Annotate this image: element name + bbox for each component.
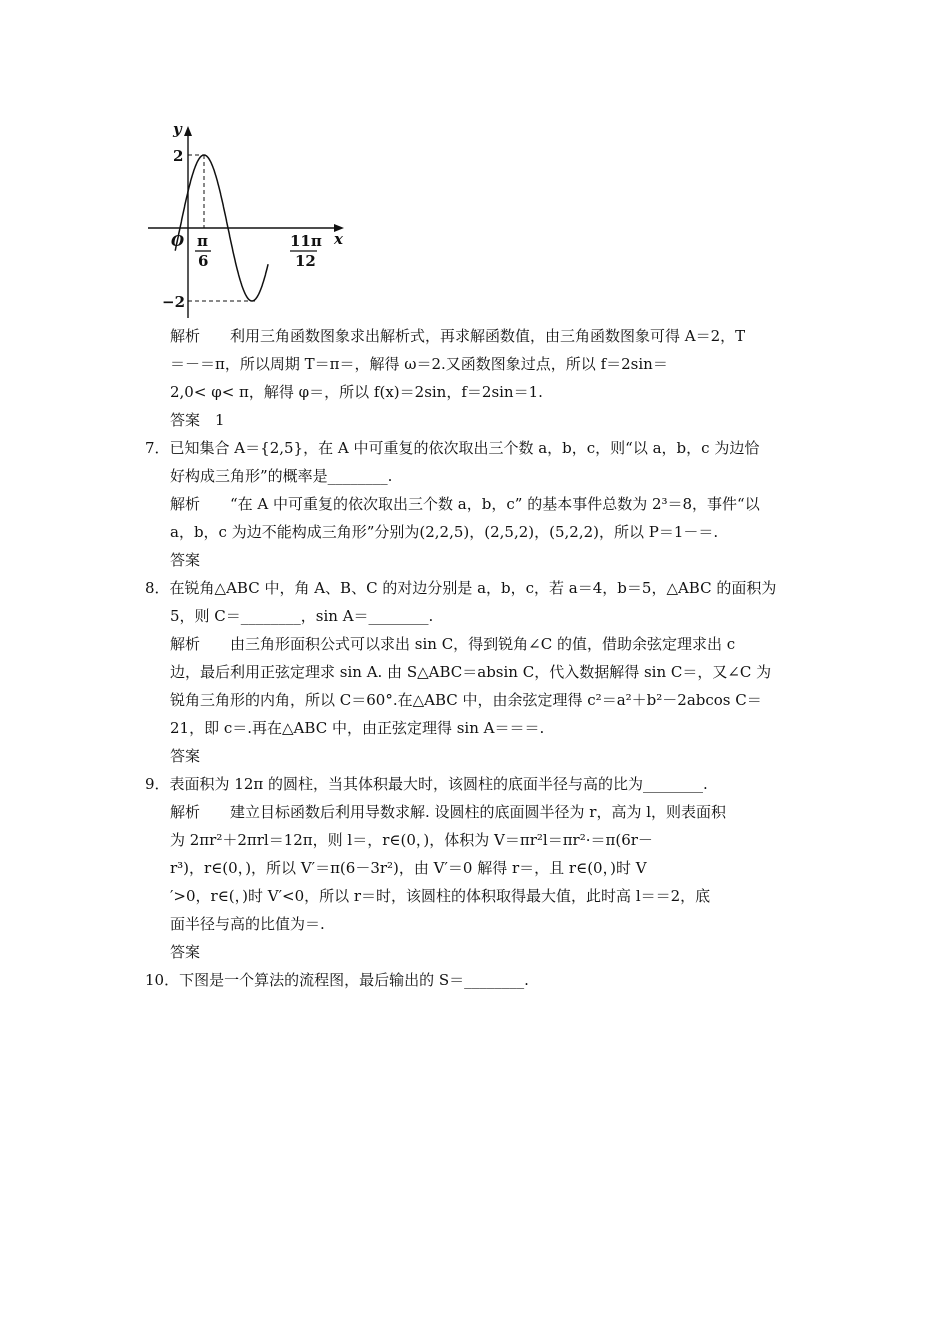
tick-11pi12-denominator: 12 — [295, 252, 316, 270]
question-10: 10．下图是一个算法的流程图，最后输出的 S＝________. — [145, 971, 529, 989]
answer-6: 答案 1 — [170, 411, 225, 429]
y-max-label: 2 — [173, 147, 184, 165]
question-8-line-1: 8．在锐角△ABC 中，角 A、B、C 的对边分别是 a，b，c，若 a＝4，b＝5，△ABC 的面积为 — [145, 579, 777, 597]
question-8-line-2: 5，则 C＝________，sin A＝________. — [170, 607, 434, 625]
solution-8-line-4: 21，即 c＝.再在△ABC 中，由正弦定理得 sin A＝＝＝. — [170, 719, 545, 737]
sine-graph — [140, 118, 360, 323]
solution-9-line-3: r³)，r∈(0，)，所以 V′＝π(6－3r²)，由 V′＝0 解得 r＝，且 r∈(0，)时 V — [170, 859, 647, 877]
solution-8-line-1: 解析 由三角形面积公式可以求出 sin C，得到锐角∠C 的值，借助余弦定理求出 c — [170, 635, 736, 653]
answer-7: 答案 — [170, 551, 201, 569]
sine-graph-svg — [140, 118, 360, 323]
question-9: 9．表面积为 12π 的圆柱，当其体积最大时，该圆柱的底面半径与高的比为________. — [145, 775, 708, 793]
question-7-line-1: 7．已知集合 A＝{2,5}，在 A 中可重复的依次取出三个数 a，b，c，则“以 a，b，c 为边恰 — [145, 439, 760, 457]
solution-6-line-3: 2,0< φ< π，解得 φ＝，所以 f(x)＝2sin，f＝2sin＝1. — [170, 383, 543, 401]
solution-6-line-2: ＝－＝π，所以周期 T＝π＝，解得 ω＝2.又函数图象过点，所以 f＝2sin＝ — [170, 355, 668, 373]
tick-pi6-numerator: π — [197, 232, 208, 250]
y-min-label: −2 — [162, 293, 186, 311]
solution-9-line-2: 为 2πr²＋2πrl＝12π，则 l＝，r∈(0，)，体积为 V＝πr²l＝πr²·＝π(6r－ — [170, 831, 653, 849]
solution-9-line-4: ′>0，r∈(，)时 V′<0，所以 r＝时，该圆柱的体积取得最大值，此时高 l＝＝2，底 — [170, 887, 711, 905]
question-7-line-2: 好构成三角形”的概率是________. — [170, 467, 393, 485]
solution-9-line-1: 解析 建立目标函数后利用导数求解. 设圆柱的底面圆半径为 r，高为 l，则表面积 — [170, 803, 727, 821]
solution-6-line-1: 解析 利用三角函数图象求出解析式，再求解函数值，由三角函数图象可得 A＝2，T — [170, 327, 746, 345]
origin-label: O — [171, 232, 185, 250]
solution-8-line-2: 边，最后利用正弦定理求 sin A. 由 S△ABC＝absin C，代入数据解得 sin C＝，又∠C 为 — [170, 663, 772, 681]
answer-9: 答案 — [170, 943, 201, 961]
solution-8-line-3: 锐角三角形的内角，所以 C＝60°.在△ABC 中，由余弦定理得 c²＝a²＋b²－2abcos C＝ — [170, 691, 762, 709]
solution-7-line-2: a，b，c 为边不能构成三角形”分别为(2,2,5)，(2,5,2)，(5,2,2)，所以 P＝1－＝. — [170, 523, 719, 541]
answer-8: 答案 — [170, 747, 201, 765]
solution-7-line-1: 解析 “在 A 中可重复的依次取出三个数 a，b，c” 的基本事件总数为 2³＝8，事件“以 — [170, 495, 760, 513]
y-axis-label: y — [173, 120, 182, 138]
solution-9-line-5: 面半径与高的比值为＝. — [170, 915, 325, 933]
x-axis-label: x — [334, 230, 343, 248]
y-axis-arrow-icon — [184, 126, 192, 136]
tick-pi6-denominator: 6 — [198, 252, 209, 270]
tick-11pi12-numerator: 11π — [290, 232, 322, 250]
